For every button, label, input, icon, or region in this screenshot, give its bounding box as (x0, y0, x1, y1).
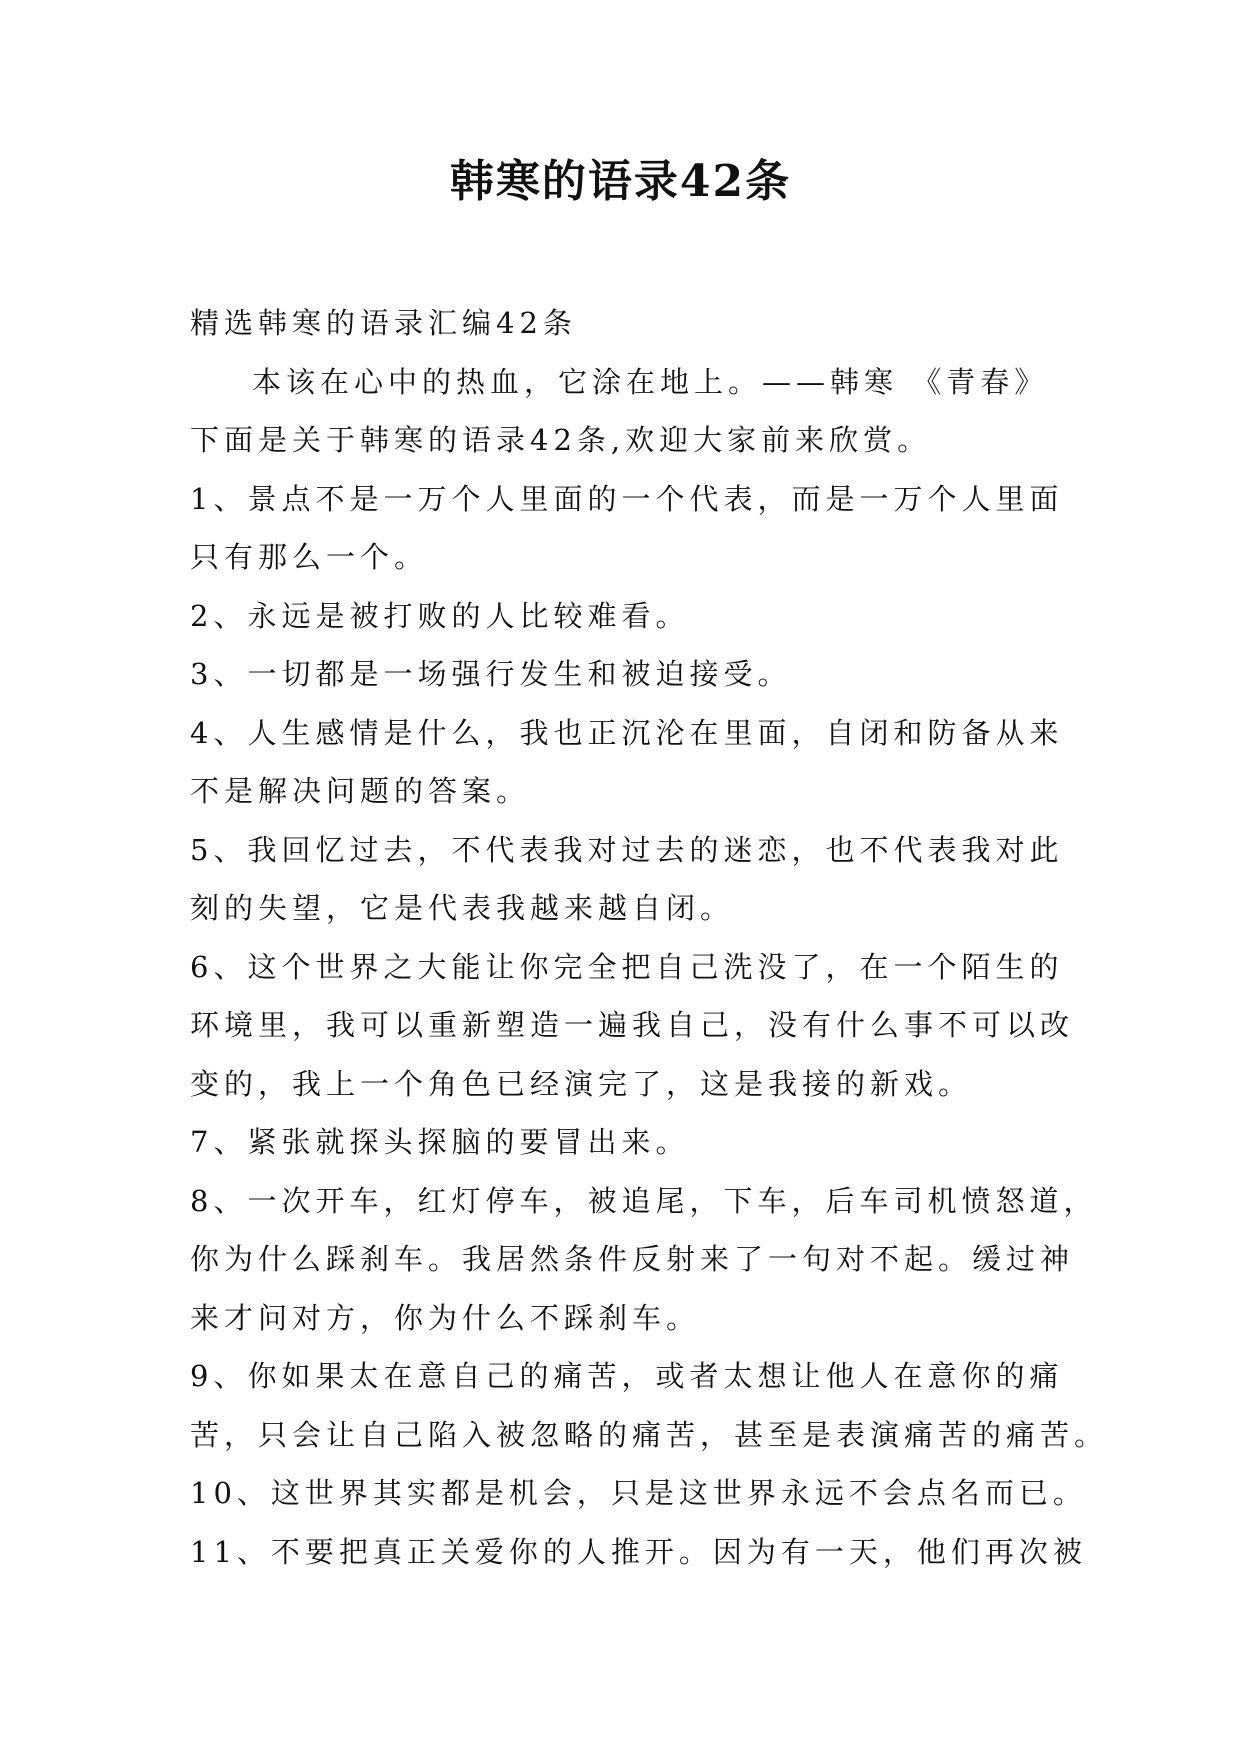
intro-line: 下面是关于韩寒的语录42条,欢迎大家前来欣赏。 (190, 423, 932, 457)
text-line: 3、一切都是一场强行发生和被迫接受。 (190, 657, 792, 691)
text-line: 刻的失望，它是代表我越来越自闭。 (190, 891, 735, 925)
document-body (190, 294, 1109, 1581)
text-line: 10、这世界其实都是机会，只是这世界永远不会点名而已。 (190, 1476, 1087, 1510)
text-line: 不是解决问题的答案。 (190, 774, 531, 808)
text-line: 来才问对方，你为什么不踩刹车。 (190, 1300, 701, 1335)
text-line: 2、永远是被打败的人比较难看。 (190, 598, 690, 633)
text-line: 苦，只会让自己陷入被忽略的痛苦，甚至是表演痛苦的痛苦。 (190, 1417, 1109, 1452)
text-line: 环境里，我可以重新塑造一遍我自己，没有什么事不可以改 (190, 1008, 1075, 1042)
text-line: 9、你如果太在意自己的痛苦，或者太想让他人在意你的痛 (190, 1359, 1064, 1393)
text-line: 变的，我上一个角色已经演完了，这是我接的新戏。 (190, 1066, 973, 1101)
text-line: 你为什么踩刹车。我居然条件反射来了一句对不起。缓过神 (190, 1242, 1075, 1276)
text-line: 1、景点不是一万个人里面的一个代表，而是一万个人里面 (190, 481, 1064, 516)
text-line: 11、不要把真正关爱你的人推开。因为有一天，他们再次被 (190, 1534, 1087, 1569)
text-line: 4、人生感情是什么，我也正沉沦在里面，自闭和防备从来 (190, 715, 1064, 750)
text-line: 6、这个世界之大能让你完全把自己洗没了，在一个陌生的 (190, 949, 1064, 984)
text-line: 只有那么一个。 (190, 540, 429, 574)
subtitle-line: 精选韩寒的语录汇编42条 (190, 306, 577, 340)
document-title: 韩寒的语录42条 (449, 156, 792, 207)
text-line: 8、一次开车，红灯停车，被追尾，下车，后车司机愤怒道， (190, 1183, 1098, 1218)
text-line: 5、我回忆过去，不代表我对过去的迷恋，也不代表我对此 (190, 832, 1064, 867)
epigraph-line: 本该在心中的热血，它涂在地上。——韩寒 《青春》 (252, 364, 1049, 399)
text-line: 7、紧张就探头探脑的要冒出来。 (190, 1125, 690, 1159)
